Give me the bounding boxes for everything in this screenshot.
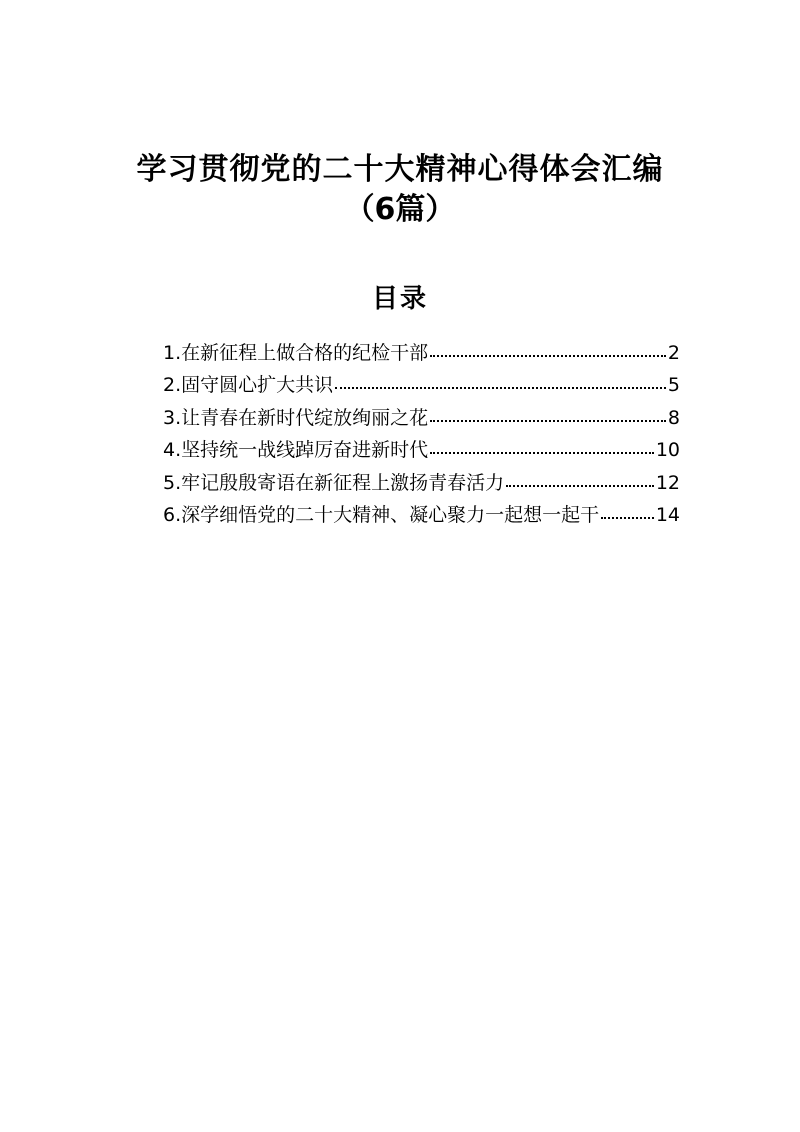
toc-entry[interactable] [163,337,680,369]
toc-entry-label: 3.让青春在新时代绽放绚丽之花 [163,406,429,429]
toc-entry[interactable] [163,434,680,466]
toc-leader-dots [430,355,666,357]
toc-entry[interactable] [163,402,680,434]
toc-leader-dots [430,420,666,422]
toc-entry-label: 1.在新征程上做合格的纪检干部 [163,342,429,364]
toc-entry-page: 8 [667,406,680,429]
toc-leader-dots [335,387,666,389]
toc-entry-label: 2.固守圆心扩大共识 [163,374,334,397]
toc-entry-label: 4.坚持统一战线踔厉奋进新时代 [163,439,429,462]
toc-entry-page: 14 [655,503,680,526]
table-of-contents [163,337,680,531]
toc-entry[interactable] [163,499,680,531]
toc-entry-page: 5 [667,374,680,397]
toc-entry-label: 5.牢记殷殷寄语在新征程上激扬青春活力 [163,471,505,494]
toc-entry-page: 10 [655,439,680,462]
toc-entry[interactable] [163,369,680,401]
toc-entry-page: 2 [667,342,680,364]
toc-entry-label: 6.深学细悟党的二十大精神、凝心聚力一起想一起干 [163,503,600,526]
toc-entry[interactable] [163,467,680,499]
toc-leader-dots [601,517,654,519]
toc-entry-page: 12 [655,471,680,494]
document-subtitle: （6篇） [344,192,456,227]
document-title: 学习贯彻党的二十大精神心得体会汇编 [136,152,664,187]
toc-leader-dots [506,485,654,487]
toc-heading: 目录 [371,284,428,314]
toc-leader-dots [430,452,654,454]
